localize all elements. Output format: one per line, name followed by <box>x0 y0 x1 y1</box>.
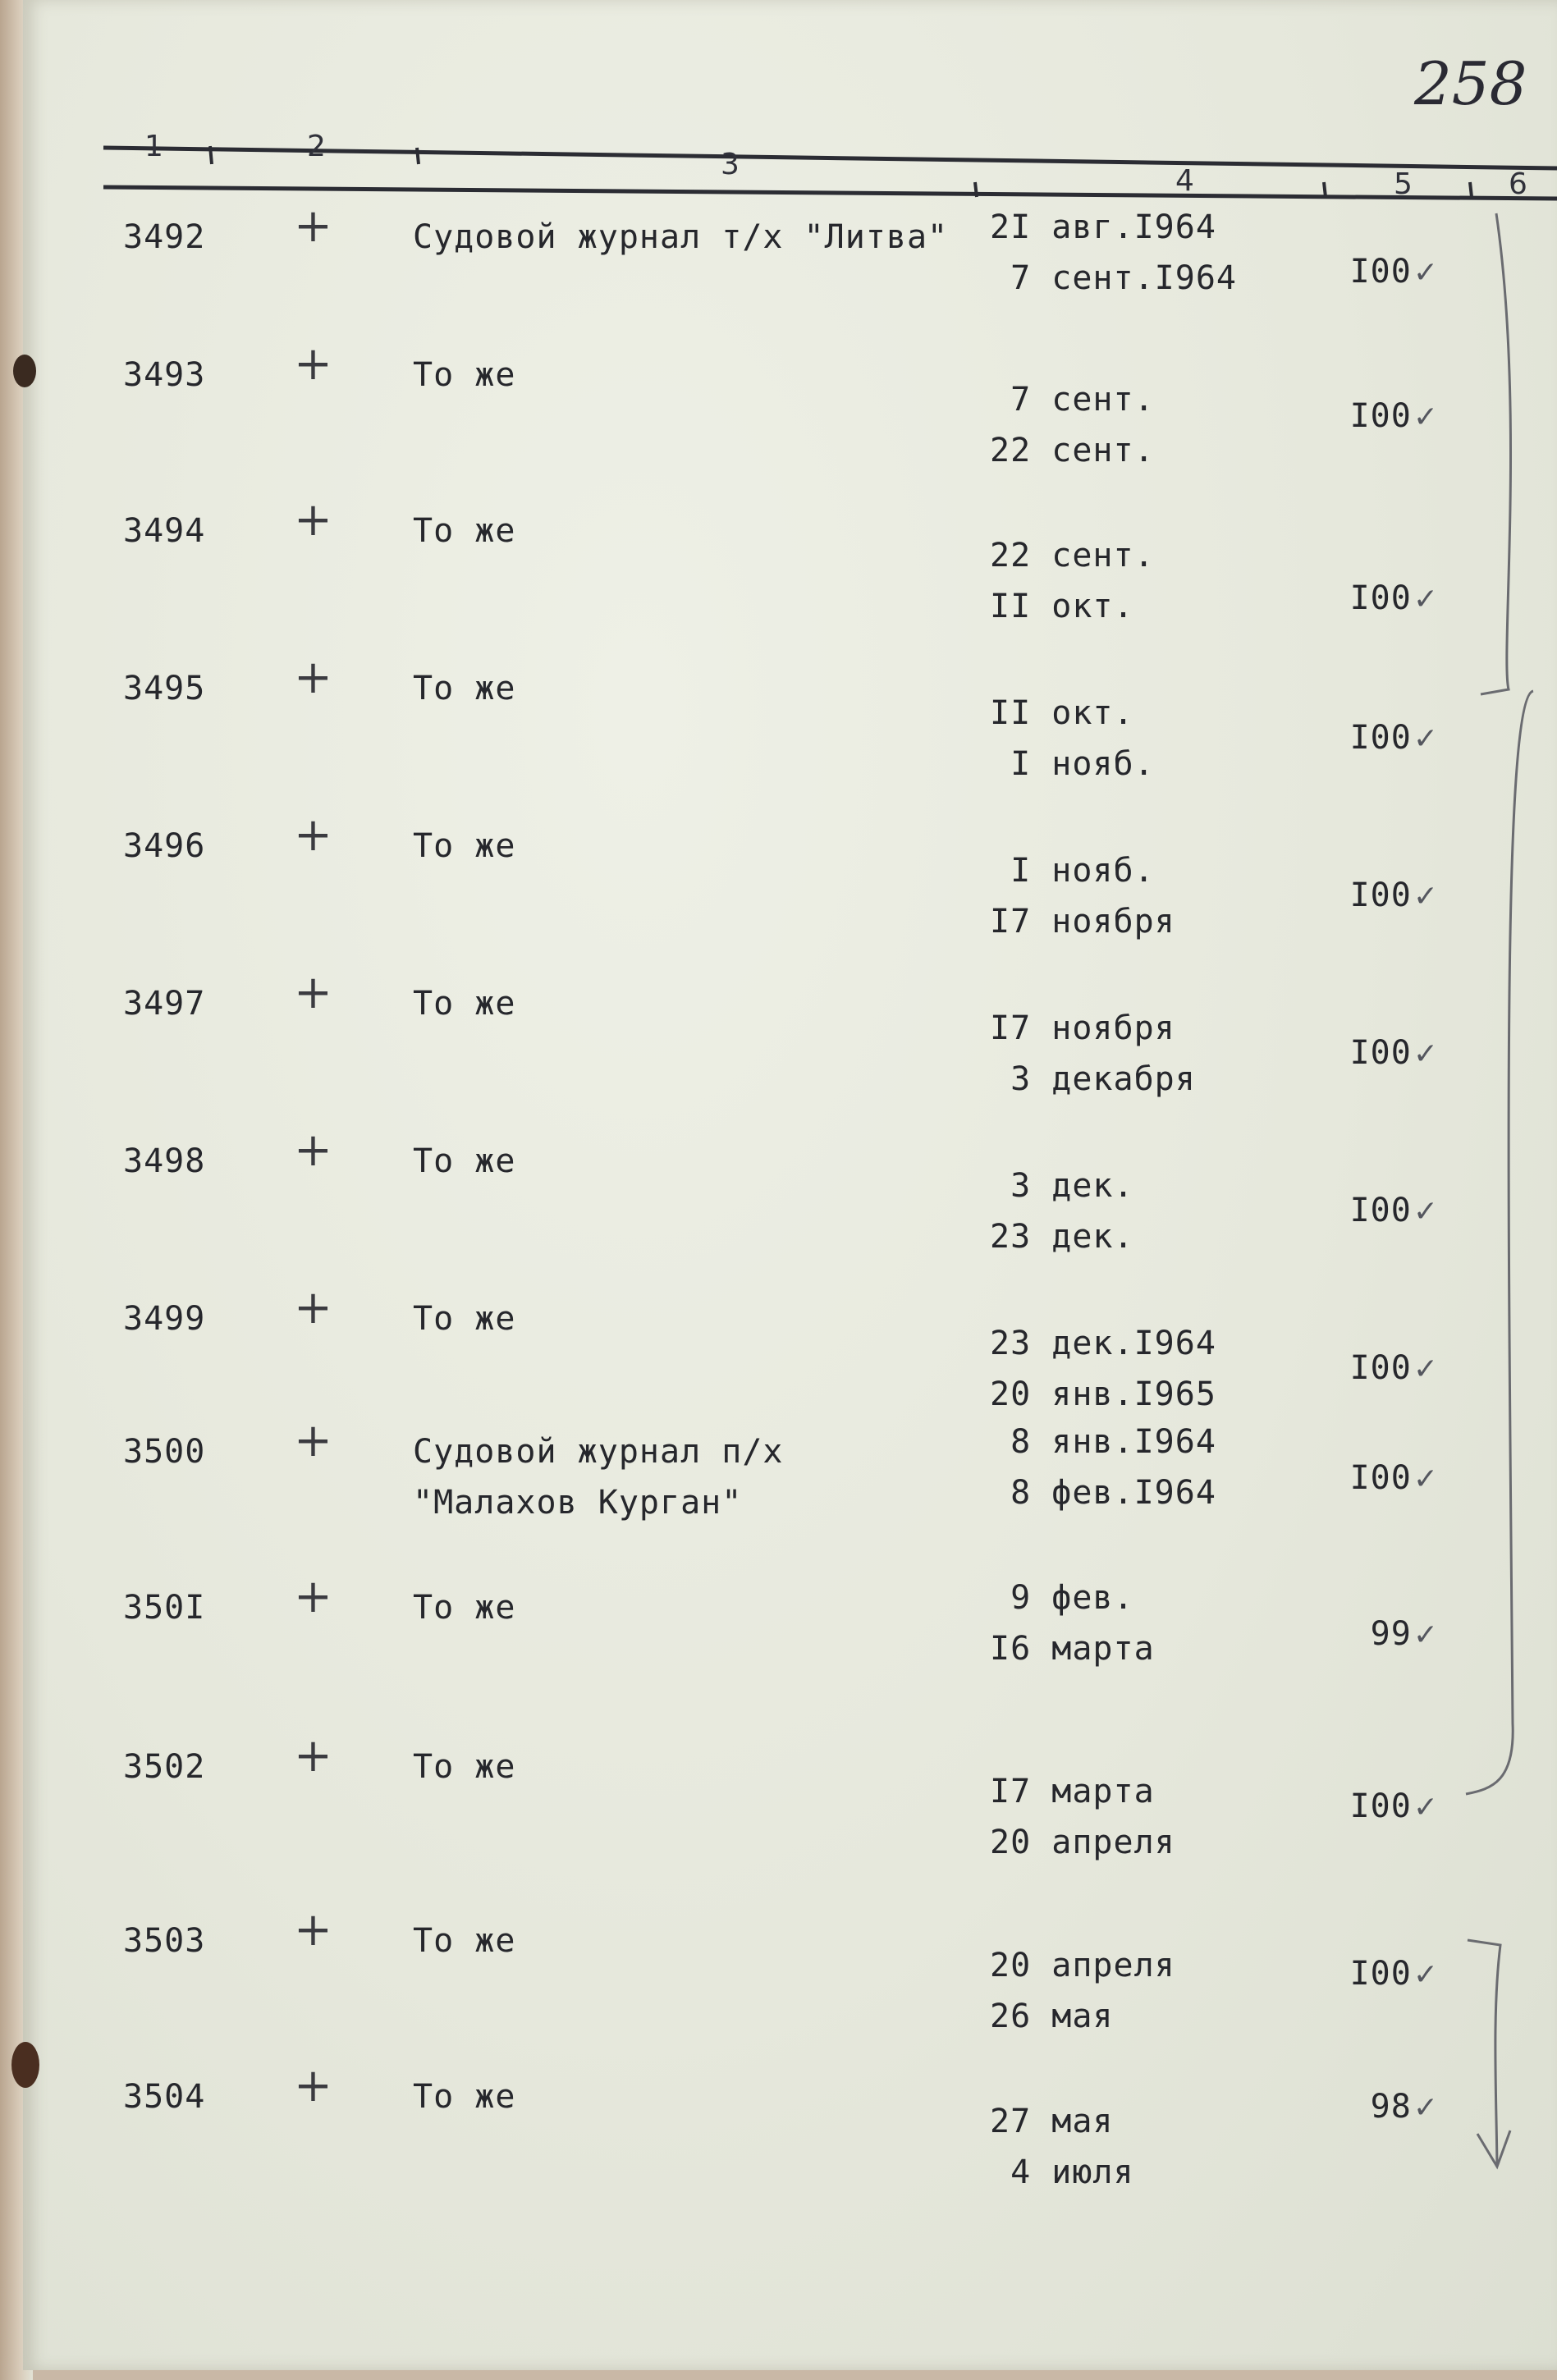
table-row <box>23 337 1557 506</box>
check-mark-icon: ✓ <box>1413 1037 1439 1071</box>
table-row <box>23 199 1557 368</box>
date-end: 20 апреля <box>990 1824 1175 1861</box>
table-row <box>23 1903 1557 2071</box>
case-number: 350I <box>123 1589 206 1627</box>
column-number-6: 6 <box>1509 167 1527 201</box>
date-end: 3 декабря <box>990 1060 1196 1098</box>
case-number: 3492 <box>123 218 206 256</box>
date-start: 2I авг.I964 <box>990 208 1216 246</box>
handwritten-mark: + <box>294 1281 333 1334</box>
column-number-5: 5 <box>1394 167 1413 201</box>
sheet-count-cell <box>1340 1028 1439 1080</box>
date-start: 23 дек.I964 <box>990 1325 1216 1362</box>
date-end: 7 сент.I964 <box>990 259 1237 297</box>
check-mark-icon: ✓ <box>1413 1462 1439 1496</box>
sheet-count: 99 <box>1370 1615 1412 1653</box>
date-end: 20 янв.I965 <box>990 1375 1216 1413</box>
handwritten-mark: + <box>294 199 333 253</box>
case-title-line-1: То же <box>413 512 516 550</box>
case-number: 3494 <box>123 512 206 550</box>
date-end: I6 марта <box>990 1630 1155 1668</box>
date-start: 22 сент. <box>990 537 1155 574</box>
sheet-count-cell <box>1340 246 1439 299</box>
date-start: 7 сент. <box>990 381 1155 419</box>
sheet-count-cell <box>1340 1781 1439 1833</box>
ledger-page <box>23 0 1557 2370</box>
date-end: 8 фев.I964 <box>990 1474 1216 1512</box>
date-start: 20 апреля <box>990 1947 1175 1984</box>
date-end: 4 июля <box>990 2153 1134 2191</box>
date-start: I7 марта <box>990 1773 1155 1810</box>
table-row <box>23 651 1557 819</box>
case-title-line-1: То же <box>413 827 516 865</box>
sheet-count: I00 <box>1349 397 1412 435</box>
date-end: 23 дек. <box>990 1218 1134 1256</box>
table-row <box>23 1729 1557 1897</box>
handwritten-mark: + <box>294 808 333 862</box>
case-title-line-1: То же <box>413 1748 516 1786</box>
handwritten-mark: + <box>294 493 333 547</box>
table-row <box>23 966 1557 1134</box>
check-mark-icon: ✓ <box>1413 722 1439 756</box>
handwritten-mark: + <box>294 1124 333 1177</box>
page-number: 258 <box>1414 49 1527 118</box>
date-end: I нояб. <box>990 745 1155 783</box>
sheet-count: I00 <box>1349 1192 1412 1229</box>
check-mark-icon: ✓ <box>1413 1618 1439 1652</box>
case-number: 3504 <box>123 2078 206 2116</box>
column-number-3: 3 <box>721 148 740 181</box>
case-title-line-1: То же <box>413 1922 516 1960</box>
check-mark-icon: ✓ <box>1413 2091 1439 2125</box>
date-end: II окт. <box>990 588 1134 625</box>
case-number: 3495 <box>123 670 206 707</box>
case-number: 3498 <box>123 1142 206 1180</box>
sheet-count: I00 <box>1349 1787 1412 1825</box>
case-number: 3497 <box>123 985 206 1023</box>
case-number: 3493 <box>123 356 206 394</box>
sheet-count-cell <box>1340 1609 1439 1661</box>
case-title-line-1: То же <box>413 1589 516 1627</box>
date-start: 27 мая <box>990 2103 1114 2140</box>
date-start: I нояб. <box>990 852 1155 890</box>
case-number: 3500 <box>123 1433 206 1471</box>
date-start: I7 ноября <box>990 1009 1175 1047</box>
table-row <box>23 1124 1557 1292</box>
case-title-line-1: Судовой журнал п/х <box>413 1433 784 1471</box>
sheet-count-cell <box>1340 712 1439 765</box>
date-start: 8 янв.I964 <box>990 1423 1216 1461</box>
date-end: 26 мая <box>990 1998 1114 2035</box>
sheet-count-cell <box>1340 1948 1439 2001</box>
handwritten-mark: + <box>294 337 333 391</box>
sheet-count: I00 <box>1349 1459 1412 1497</box>
case-title-line-1: То же <box>413 985 516 1023</box>
check-mark-icon: ✓ <box>1413 1195 1439 1229</box>
date-start: 3 дек. <box>990 1167 1134 1205</box>
column-number-2: 2 <box>307 130 326 163</box>
handwritten-mark: + <box>294 1414 333 1467</box>
check-mark-icon: ✓ <box>1413 880 1439 913</box>
case-number: 3503 <box>123 1922 206 1960</box>
table-row <box>23 1570 1557 1738</box>
table-row <box>23 2059 1557 2227</box>
case-title-line-1: То же <box>413 1142 516 1180</box>
sheet-count-cell <box>1340 573 1439 625</box>
handwritten-mark: + <box>294 2059 333 2112</box>
check-mark-icon: ✓ <box>1413 583 1439 616</box>
check-mark-icon: ✓ <box>1413 400 1439 434</box>
check-mark-icon: ✓ <box>1413 256 1439 290</box>
date-start: II окт. <box>990 694 1134 732</box>
sheet-count-cell <box>1340 1343 1439 1395</box>
case-title-line-1: То же <box>413 670 516 707</box>
check-mark-icon: ✓ <box>1413 1958 1439 1992</box>
check-mark-icon: ✓ <box>1413 1791 1439 1824</box>
column-number-1: 1 <box>144 130 163 163</box>
sheet-count: I00 <box>1349 579 1412 617</box>
sheet-count-cell <box>1340 870 1439 922</box>
handwritten-mark: + <box>294 966 333 1019</box>
sheet-count: I00 <box>1349 1034 1412 1072</box>
handwritten-mark: + <box>294 651 333 704</box>
sheet-count-cell <box>1340 1185 1439 1238</box>
case-title-line-1: То же <box>413 2078 516 2116</box>
date-end: 22 сент. <box>990 432 1155 469</box>
sheet-count-cell <box>1340 2081 1439 2134</box>
sheet-count: 98 <box>1370 2088 1412 2126</box>
table-row <box>23 808 1557 977</box>
handwritten-mark: + <box>294 1729 333 1783</box>
date-end: I7 ноября <box>990 903 1175 941</box>
sheet-count: I00 <box>1349 253 1412 291</box>
sheet-count: I00 <box>1349 1349 1412 1387</box>
handwritten-mark: + <box>294 1903 333 1957</box>
check-mark-icon: ✓ <box>1413 1352 1439 1386</box>
sheet-count-cell <box>1340 391 1439 443</box>
sheet-count-cell <box>1340 1453 1439 1505</box>
case-title-line-2: "Малахов Курган" <box>413 1484 743 1522</box>
case-title-line-1: То же <box>413 356 516 394</box>
case-title-line-1: То же <box>413 1300 516 1338</box>
case-number: 3502 <box>123 1748 206 1786</box>
case-number: 3496 <box>123 827 206 865</box>
table-row <box>23 1414 1557 1582</box>
sheet-count: I00 <box>1349 1955 1412 1993</box>
sheet-count: I00 <box>1349 876 1412 914</box>
sheet-count: I00 <box>1349 719 1412 757</box>
handwritten-mark: + <box>294 1570 333 1623</box>
table-row <box>23 493 1557 661</box>
case-number: 3499 <box>123 1300 206 1338</box>
case-title-line-1: Судовой журнал т/х "Литва" <box>413 218 949 256</box>
column-number-4: 4 <box>1175 164 1194 198</box>
date-start: 9 фев. <box>990 1579 1134 1617</box>
